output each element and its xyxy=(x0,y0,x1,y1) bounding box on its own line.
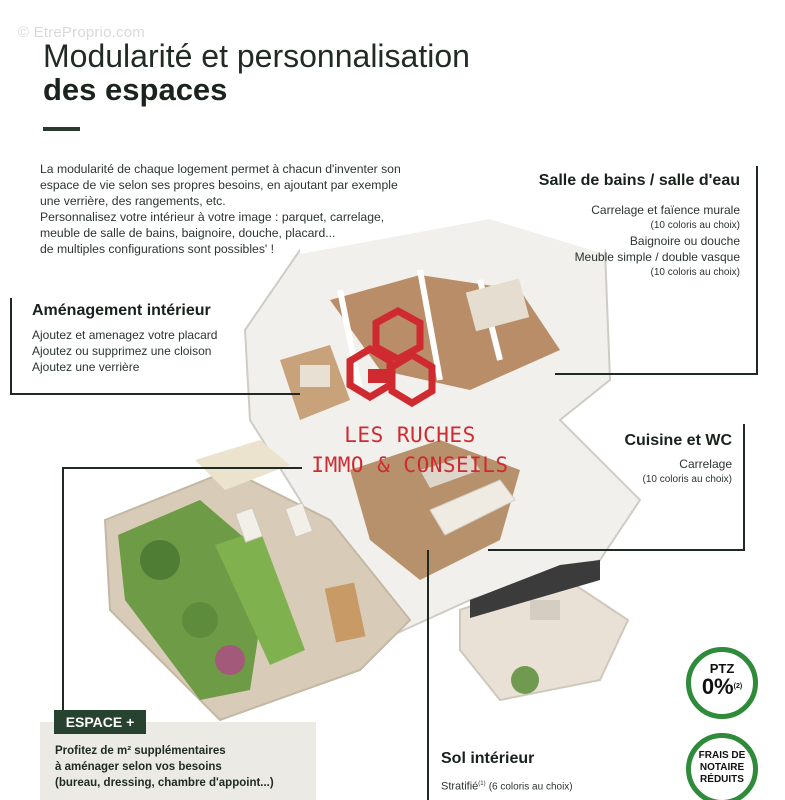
interior-line3: Ajoutez une verrière xyxy=(32,360,140,374)
bathroom-line3-note: (10 coloris au choix) xyxy=(650,267,740,278)
intro-line: La modularité de chaque logement permet à chacun d'inventer son xyxy=(40,162,401,176)
kitchen-line1: Carrelage xyxy=(679,457,732,471)
espace-connector-vertical xyxy=(62,467,64,711)
ptz-value-wrap xyxy=(691,676,753,698)
kitchen-wc-title: Cuisine et WC xyxy=(624,432,732,449)
bathroom-line2: Baignoire ou douche xyxy=(629,234,740,248)
interior-line1: Ajoutez et amenagez votre placard xyxy=(32,328,218,342)
espace-line2: à aménager selon vos besoins xyxy=(55,761,222,773)
ptz-footnote: (2) xyxy=(733,683,743,690)
floor-details xyxy=(441,776,573,795)
intro-line: de multiples configurations sont possibles' ! xyxy=(40,242,275,256)
interior-line2: Ajoutez ou supprimez une cloison xyxy=(32,344,212,358)
interior-layout-title: Aménagement intérieur xyxy=(32,302,211,319)
notary-line2: NOTAIRE xyxy=(699,762,745,773)
notary-line1: FRAIS DE xyxy=(698,750,746,761)
kitchen-connector-vertical xyxy=(743,424,745,550)
les-ruches-logo-mark xyxy=(340,305,440,415)
espace-connector-horizontal xyxy=(62,467,302,469)
ptz-label: PTZ xyxy=(709,661,735,676)
page-title-line1: Modularité et personnalisation xyxy=(43,38,470,74)
floor-material: Stratifié xyxy=(441,780,479,793)
notary-line3: RÉDUITS xyxy=(700,774,744,785)
intro-paragraph xyxy=(40,161,480,257)
interior-layout-details xyxy=(32,327,272,375)
bathroom-line1: Carrelage et faïence murale xyxy=(591,203,740,217)
les-ruches-logo-text xyxy=(300,420,520,480)
logo-line2: IMMO & CONSEILS xyxy=(311,453,509,477)
intro-line: espace de vie selon ses propres besoins, en ajoutant par exemple xyxy=(40,178,398,192)
ptz-value: 0% xyxy=(701,674,734,699)
watermark: © EtreProprio.com xyxy=(18,24,145,41)
title-underline xyxy=(43,127,80,131)
espace-plus-badge: ESPACE + xyxy=(54,710,146,734)
espace-line1: Profitez de m² supplémentaires xyxy=(55,745,226,757)
bathroom-connector-vertical xyxy=(756,166,758,374)
bathroom-line1-note: (10 coloris au choix) xyxy=(650,220,740,231)
kitchen-connector-horizontal xyxy=(488,549,745,551)
interior-connector-horizontal xyxy=(10,393,300,395)
bathroom-connector-horizontal xyxy=(555,373,758,375)
intro-line: meuble de salle de bains, baignoire, douche, placard... xyxy=(40,226,336,240)
espace-line3: (bureau, dressing, chambre d'appoint...) xyxy=(55,777,274,789)
intro-line: une verrière, des rangements, etc. xyxy=(40,194,226,208)
logo-line1: LES RUCHES xyxy=(344,423,476,447)
page-title-line2: des espaces xyxy=(43,72,228,107)
floor-footnote: (1) xyxy=(478,781,486,787)
ptz-badge xyxy=(686,647,758,719)
bathroom-details xyxy=(470,202,740,280)
bathroom-title: Salle de bains / salle d'eau xyxy=(538,172,740,189)
kitchen-wc-details xyxy=(560,456,732,487)
intro-line: Personnalisez votre intérieur à votre image : parquet, carrelage, xyxy=(40,210,385,224)
interior-connector-vertical xyxy=(10,298,12,394)
floor-note: (6 coloris au choix) xyxy=(488,781,573,793)
notary-fees-badge xyxy=(686,733,758,800)
floor-connector-vertical xyxy=(427,550,429,800)
bathroom-line3: Meuble simple / double vasque xyxy=(574,250,740,264)
kitchen-line1-note: (10 coloris au choix) xyxy=(642,474,732,485)
espace-plus-details xyxy=(55,743,274,791)
floor-title: Sol intérieur xyxy=(441,750,535,767)
